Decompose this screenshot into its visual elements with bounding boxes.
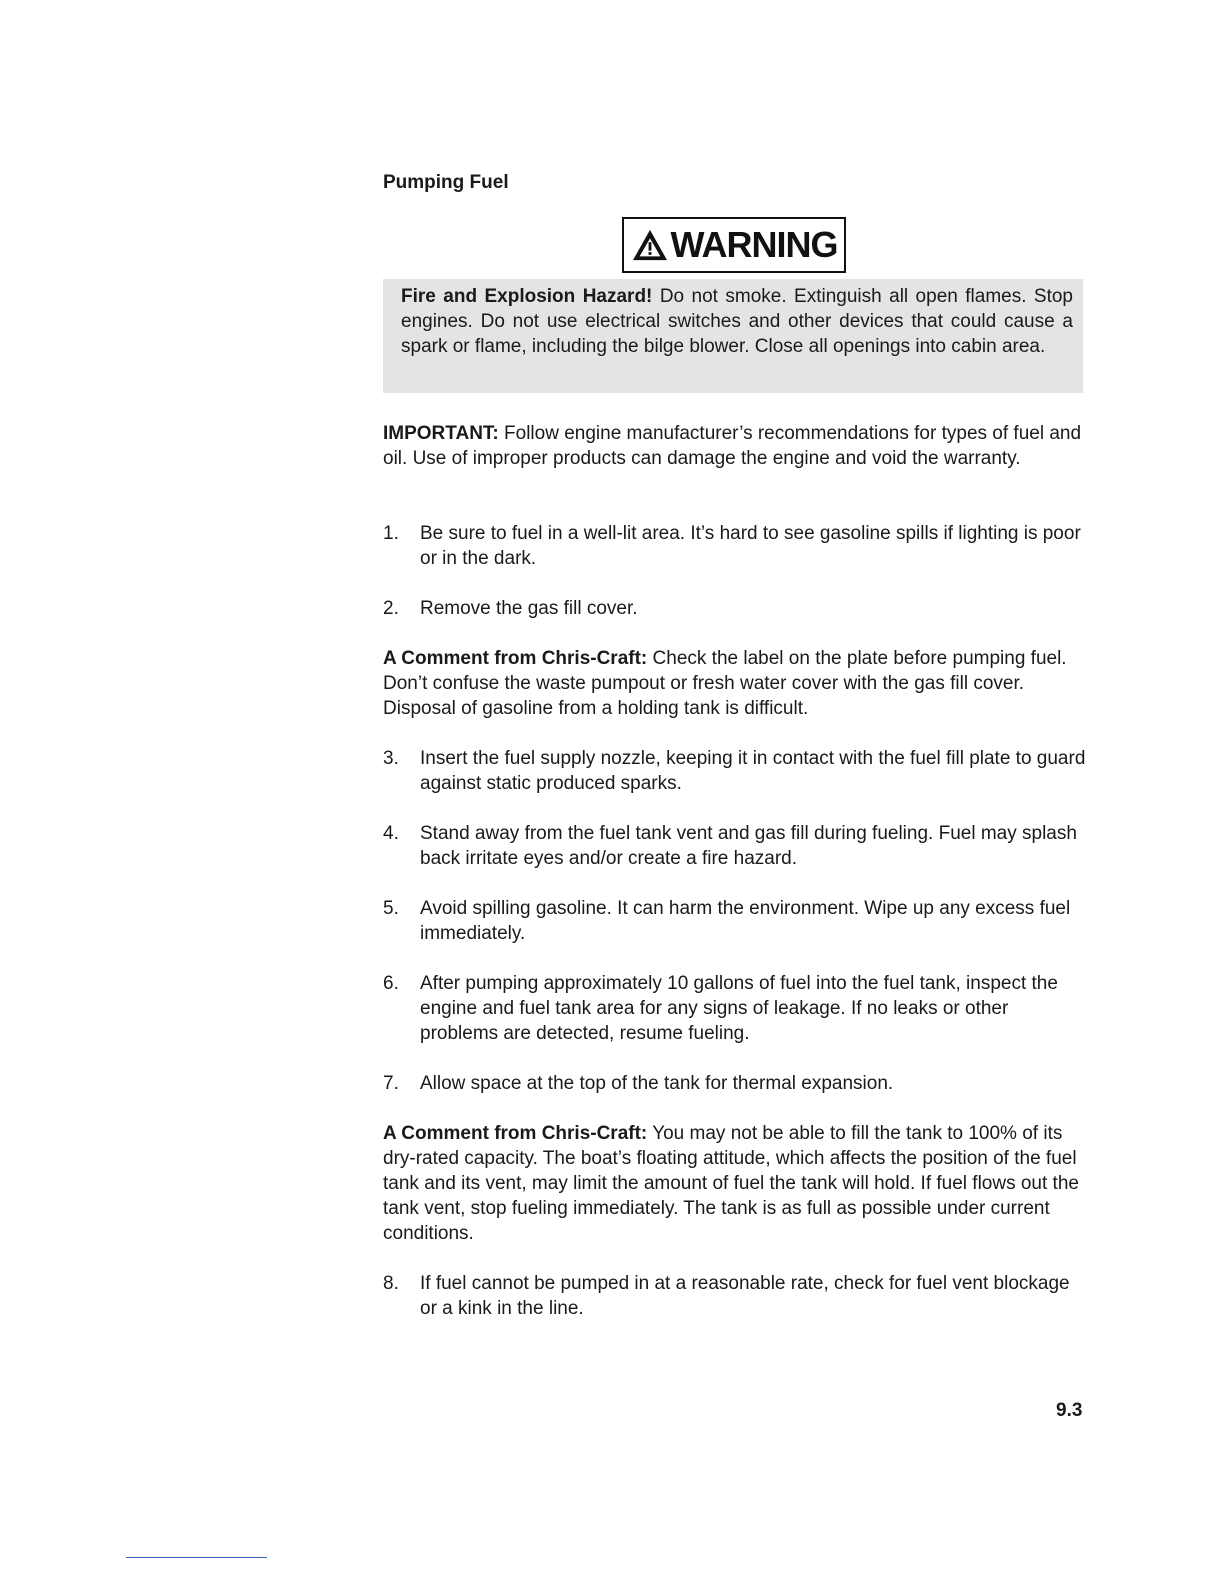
step-number: 8. (383, 1273, 399, 1294)
comment-text: You may not be able to fill the tank to 100% of its dry-rated capacity. The boat’s floating attitude, which affects the position of the fuel tank and its vent, may limit the amount of fuel the tank will hold. If fuel flows out the tank vent, stop fueling immediately. The tank is as full as possible under current conditions. (383, 1123, 1079, 1244)
step-text: Avoid spilling gasoline. It can harm the environment. Wipe up any excess fuel immediately. (420, 898, 1071, 944)
step-item (383, 971, 1088, 1046)
step-number: 3. (383, 748, 399, 769)
important-label: IMPORTANT: (383, 423, 499, 444)
step-text: Stand away from the fuel tank vent and gas fill during fueling. Fuel may splash back irritate eyes and/or create a fire hazard. (420, 823, 1077, 869)
important-note (383, 421, 1088, 471)
step-text: Be sure to fuel in a well-lit area. It’s hard to see gasoline spills if lighting is poor or in the dark. (420, 523, 1081, 569)
step-item (383, 821, 1088, 871)
step-number: 7. (383, 1073, 399, 1094)
step-text: If fuel cannot be pumped in at a reasonable rate, check for fuel vent blockage or a kink in the line. (420, 1273, 1070, 1319)
step-number: 1. (383, 523, 399, 544)
comment-label: A Comment from Chris-Craft: (383, 648, 648, 669)
warning-label (622, 217, 846, 273)
warning-hazard-title: Fire and Explosion Hazard! (401, 286, 653, 307)
step-number: 2. (383, 598, 399, 619)
step-text: After pumping approximately 10 gallons of fuel into the fuel tank, inspect the engine and fuel tank area for any signs of leakage. If no leaks or other problems are detected, resume fueling. (420, 973, 1058, 1044)
step-item (383, 1071, 1088, 1096)
step-number: 6. (383, 973, 399, 994)
step-text: Remove the gas fill cover. (420, 598, 638, 619)
comment-label: A Comment from Chris-Craft: (383, 1123, 648, 1144)
step-number: 5. (383, 898, 399, 919)
warning-label-text: WARNING (670, 224, 838, 265)
comment-text: Check the label on the plate before pumping fuel. Don’t confuse the waste pumpout or fresh water cover with the gas fill cover. Disposal of gasoline from a holding tank is difficult. (383, 648, 1067, 719)
important-text: Follow engine manufacturer’s recommendations for types of fuel and oil. Use of improper products can damage the engine and void the warranty. (383, 423, 1082, 469)
footnote-divider (126, 1557, 267, 1558)
section-title: Pumping Fuel (383, 172, 509, 193)
step-item (383, 1271, 1088, 1321)
step-text: Allow space at the top of the tank for thermal expansion. (420, 1073, 894, 1094)
warning-text: Do not smoke. Extinguish all open flames. Stop engines. Do not use electrical switches and other devices that could cause a spark or flame, including the bilge blower. Close all openings into cabin area. (401, 286, 1074, 357)
step-item (383, 596, 1088, 621)
step-number: 4. (383, 823, 399, 844)
chris-craft-comment (383, 1121, 1088, 1246)
chris-craft-comment (383, 646, 1088, 721)
warning-triangle-icon (631, 228, 669, 262)
step-text: Insert the fuel supply nozzle, keeping it in contact with the fuel fill plate to guard against static produced sparks. (420, 748, 1086, 794)
page-number: 9.3 (1056, 1400, 1083, 1421)
step-item (383, 746, 1088, 796)
step-item (383, 896, 1088, 946)
warning-message (383, 279, 1083, 393)
step-item (383, 521, 1088, 571)
